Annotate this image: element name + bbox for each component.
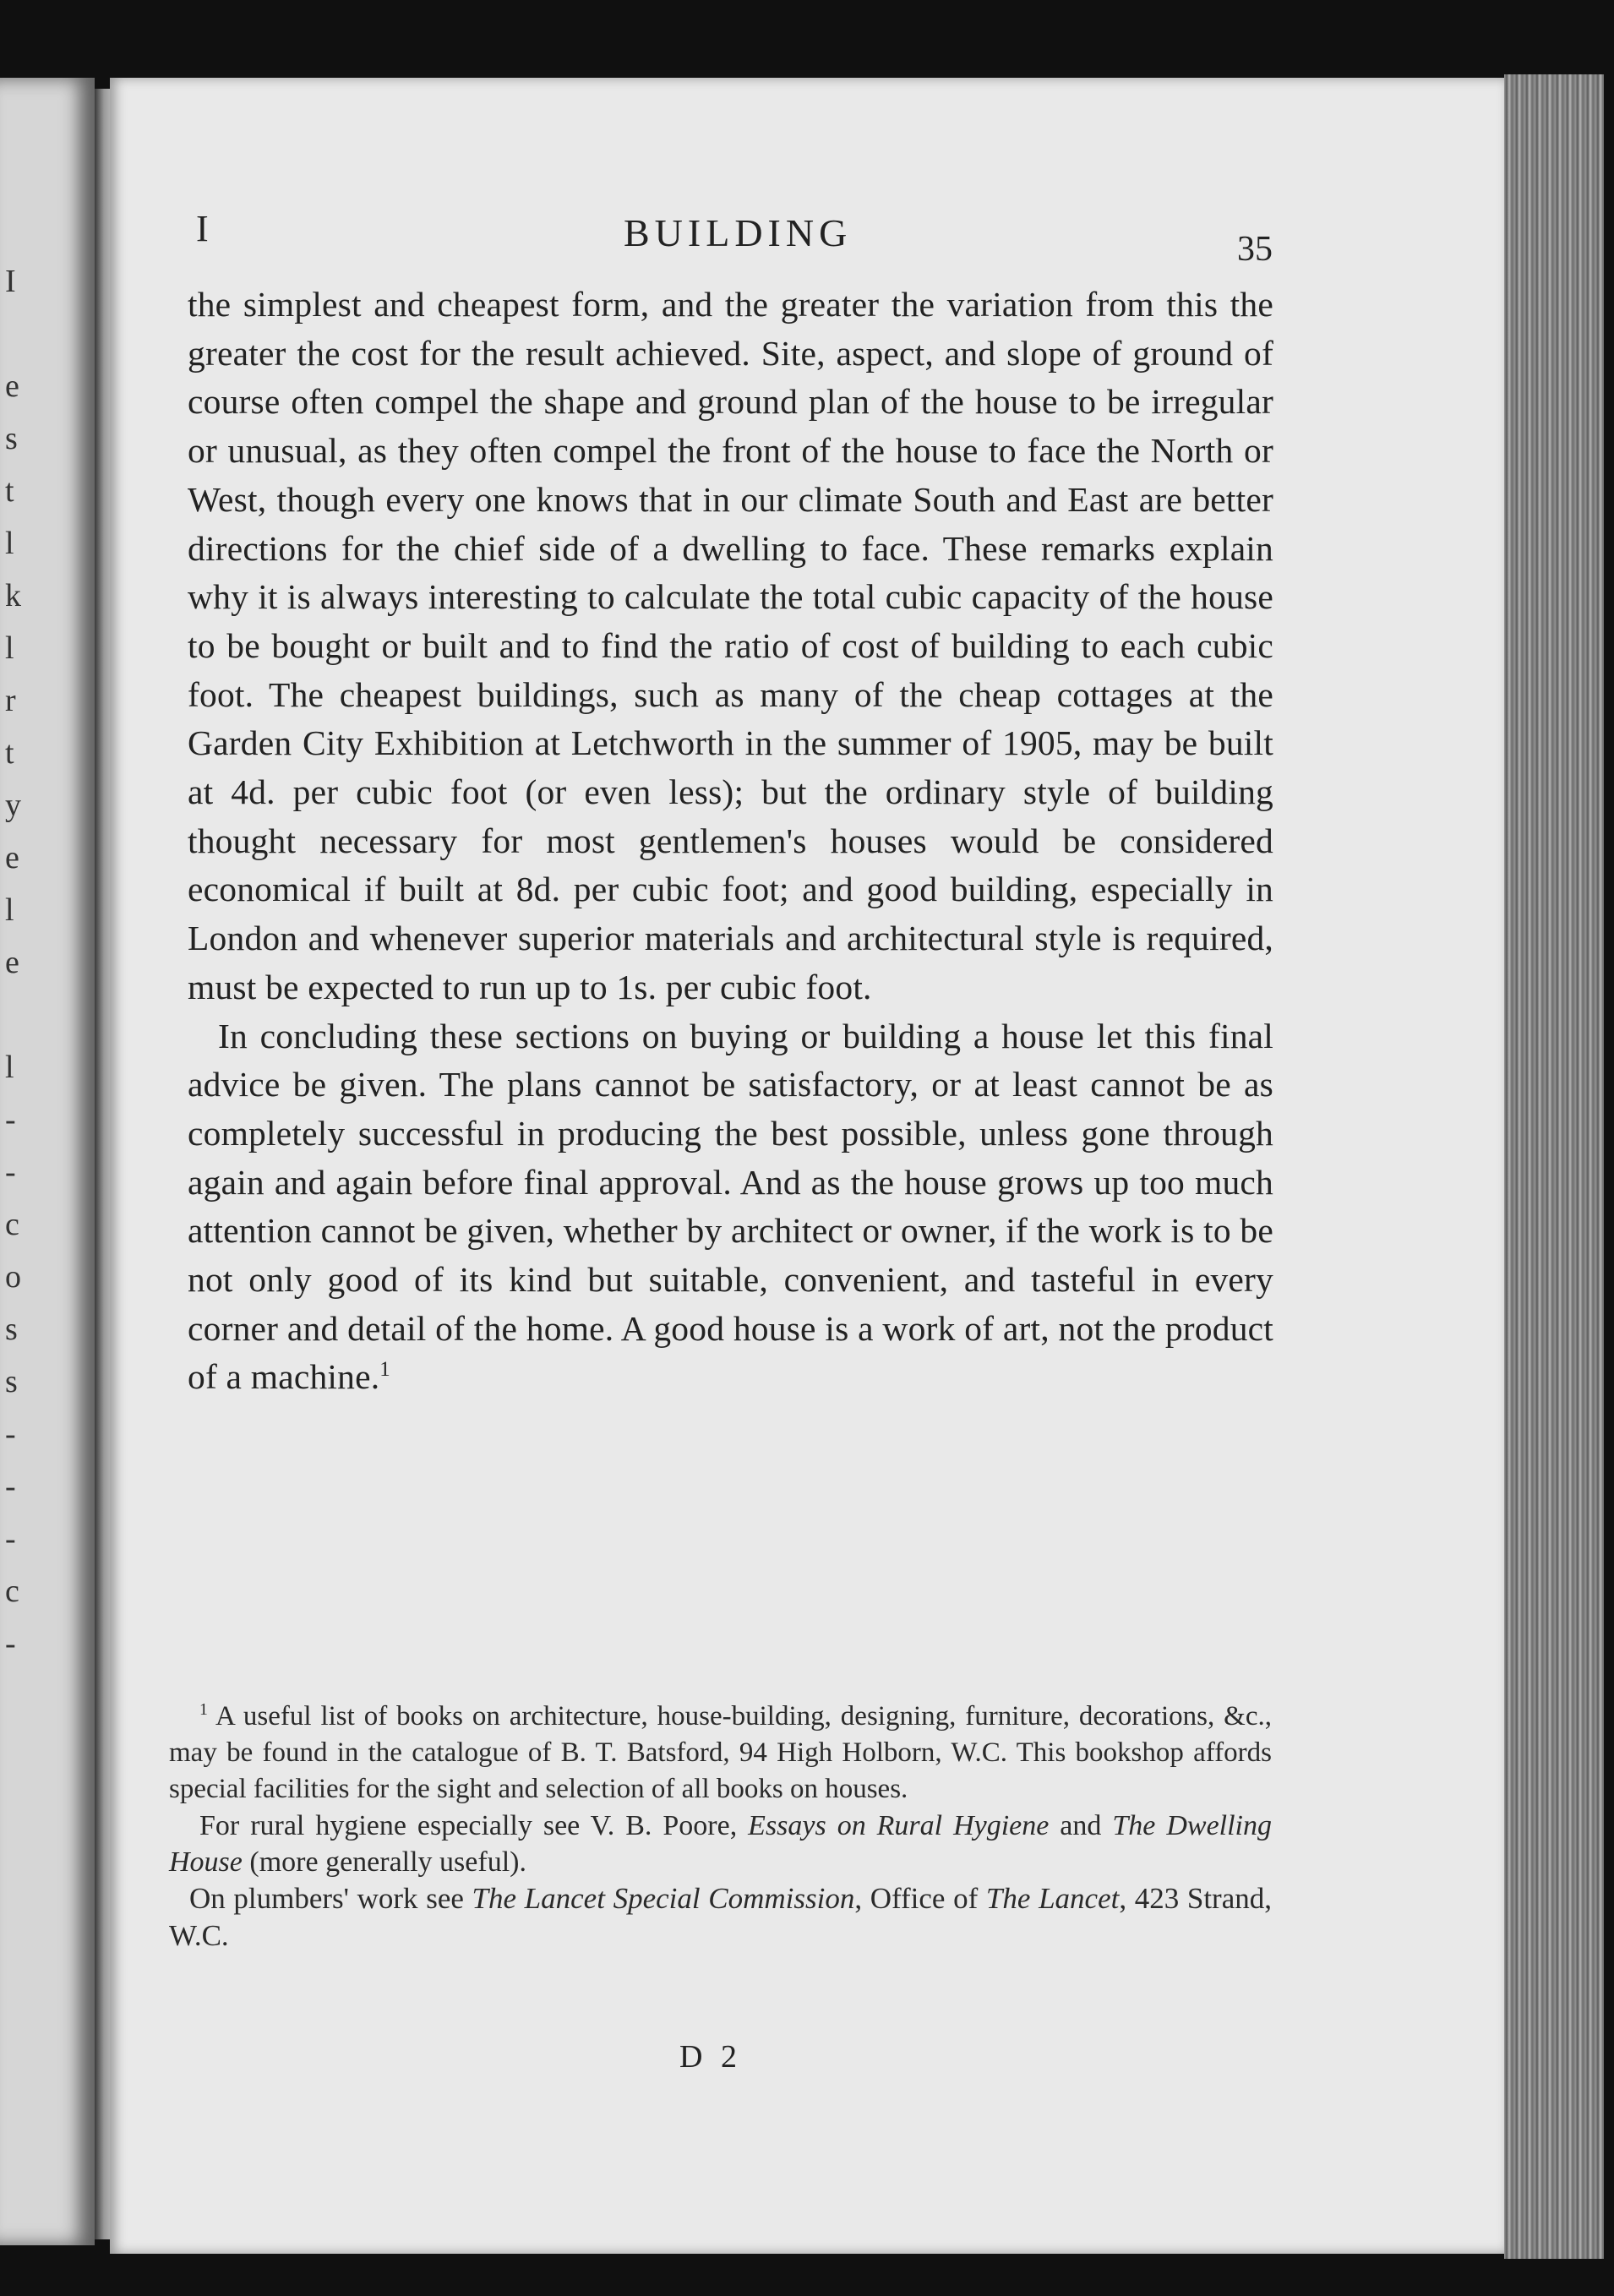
margin-letter: s [5, 1364, 18, 1399]
margin-letter: - [5, 1626, 16, 1661]
margin-letter: s [5, 1312, 18, 1347]
book-title: Essays on Rural Hygiene [748, 1810, 1050, 1841]
footnotes [169, 1699, 1272, 1955]
margin-letter: - [5, 1521, 16, 1557]
body-text [188, 281, 1273, 1402]
footnote-marker: 1 [199, 1700, 208, 1719]
margin-letter: I [5, 264, 16, 299]
page-edges [1504, 74, 1604, 2259]
margin-letter [5, 989, 30, 1041]
book-title: The Lancet Special Commission [472, 1882, 855, 1915]
margin-letter: t [5, 735, 14, 771]
footnote-text: , Office of [854, 1882, 986, 1915]
page-number: 35 [1237, 230, 1273, 269]
footnote-text: (more generally useful). [242, 1846, 526, 1878]
margin-letter: e [5, 945, 19, 980]
left-page-margin-text [5, 255, 30, 1670]
margin-letter: y [5, 788, 21, 823]
book-title: The Lancet [985, 1882, 1120, 1915]
header-title: BUILDING [624, 211, 853, 254]
margin-letter [5, 308, 30, 360]
margin-letter: l [5, 526, 14, 561]
left-page [0, 78, 95, 2245]
margin-letter: - [5, 1154, 16, 1190]
paragraph [188, 1012, 1273, 1403]
footnote-text: For rural hygiene especially see V. B. Poore, [199, 1810, 749, 1841]
margin-letter: l [5, 1050, 14, 1085]
margin-letter: c [5, 1207, 19, 1242]
margin-letter: l [5, 892, 14, 928]
margin-letter: s [5, 421, 18, 456]
running-header [196, 207, 1311, 269]
footnote-text: , 423 Strand, W.C. [169, 1882, 1272, 1952]
footnote [169, 1808, 1272, 1880]
margin-letter: - [5, 1416, 16, 1452]
footnote-reference: 1 [379, 1358, 390, 1382]
footnote-text: A useful list of books on architecture, house-building, designing, furniture, decorations, &c., may be found in the catalogue of B. T. Batsford, 94 High Holborn, W.C. This bookshop affords special facilities for the sight and selection of all books on houses. [169, 1701, 1272, 1804]
margin-letter: r [5, 683, 16, 718]
margin-letter: o [5, 1259, 21, 1295]
margin-letter: k [5, 578, 21, 614]
paragraph [188, 281, 1273, 1012]
paragraph-text: the simplest and cheapest form, and the greater the variation from this the greater the cost for the result achieved. Site, aspect, and slope of ground of course often compel the shape and ground plan of the house to be irregular or unusual, as they often compel the front of the house to face the North or West, though every one knows that in our climate South and East are better directions for the chief side of a dwelling to face. These remarks explain why it is always interesting to calculate the total cubic capacity of the house to be bought or built and to find the ratio of cost of building to each cubic foot. The cheapest buildings, such as many of the cheap cottages at the Garden City Exhibition at Letchworth in the summer of 1905, may be built at 4d. per cubic foot (or even less); but the ordinary style of building thought necessary for most gentlemen's houses would be considered economical if built at 8d. per cubic foot; and good building, especially in London and whenever superior materials and architectural style is required, must be expected to run up to 1s. per cubic foot. [188, 285, 1273, 1006]
margin-letter: - [5, 1469, 16, 1504]
margin-letter: l [5, 630, 14, 666]
footnote-text: and [1049, 1810, 1113, 1841]
footnote-text: On plumbers' work see [189, 1882, 472, 1915]
paragraph-text: In concluding these sections on buying or building a house let this final advice be given. The plans cannot be satisfactory, or at least cannot be as completely successful in producing the best possible, unless gone through again and again before final approval. And as the house grows up too much attention cannot be given, whether by architect or owner, if the work is to be not only good of its kind but suitable, convenient, and tasteful in every corner and detail of the home. A good house is a work of art, not the product of a machine. [188, 1016, 1273, 1397]
header-section-mark: I [196, 208, 209, 249]
margin-letter: t [5, 473, 14, 509]
signature-mark: D 2 [679, 2039, 742, 2075]
footnote [169, 1699, 1272, 1808]
book-title: The Dwelling House [169, 1810, 1273, 1878]
footnote [169, 1880, 1272, 1955]
margin-letter: c [5, 1573, 19, 1609]
margin-letter: - [5, 1102, 16, 1137]
margin-letter: e [5, 368, 19, 404]
margin-letter: e [5, 840, 19, 875]
